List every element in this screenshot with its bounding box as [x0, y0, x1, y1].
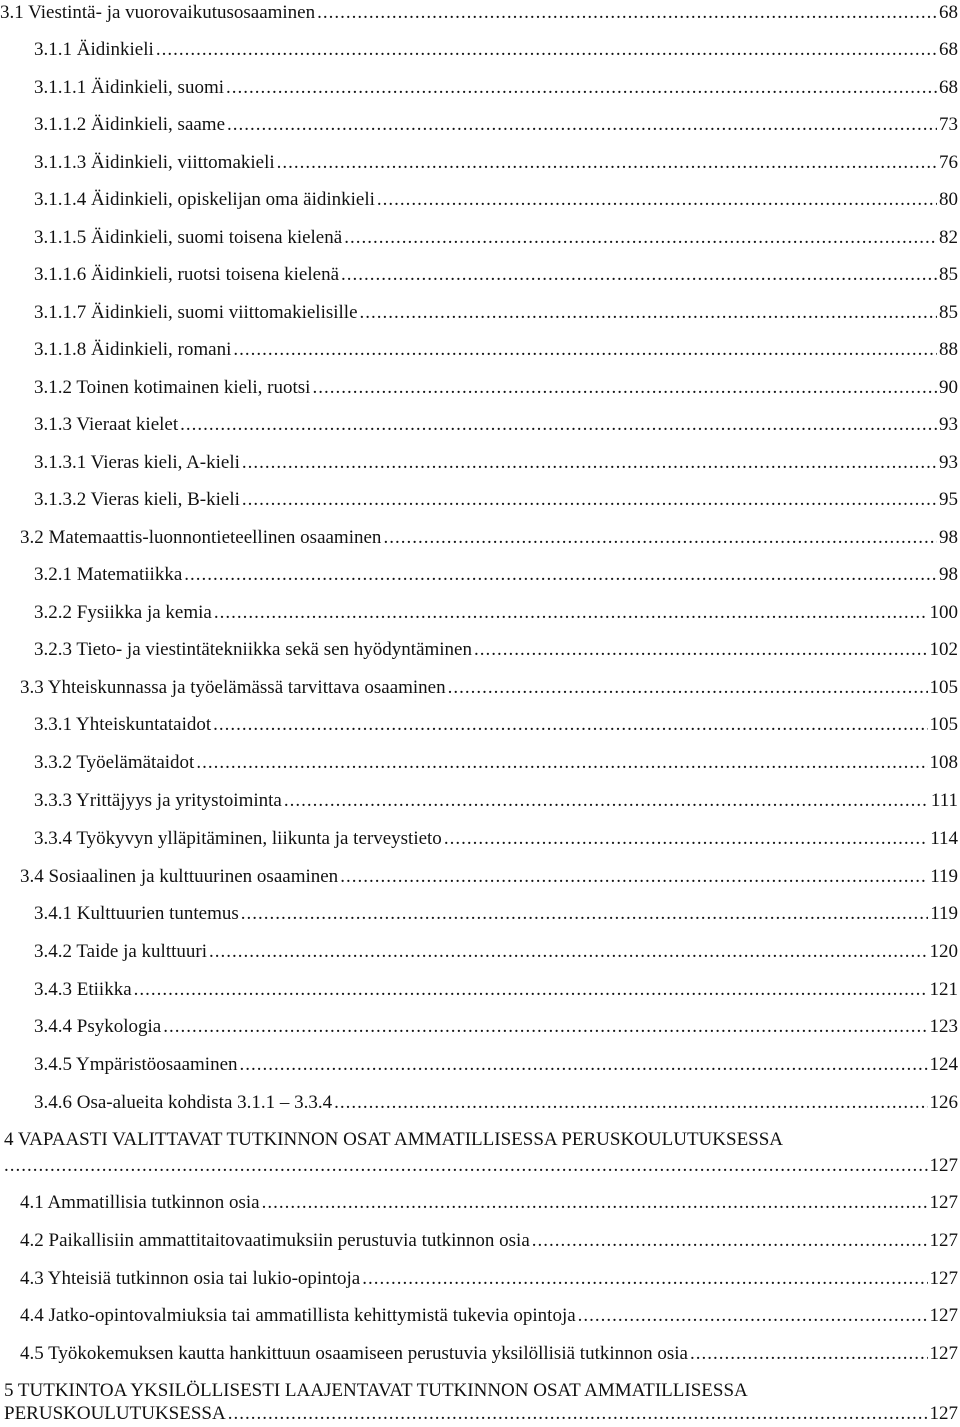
toc-entry-page: 121 [929, 979, 958, 1000]
toc-leader [383, 525, 937, 551]
toc-entry-page: 90 [939, 377, 958, 398]
toc-leader [163, 1014, 927, 1040]
toc-entry[interactable] [34, 562, 960, 588]
toc-entry[interactable] [34, 187, 960, 213]
toc-entry-title: 4.2 Paikallisiin ammattitaitovaatimuksiin perustuvia tutkinnon osia [20, 1230, 530, 1251]
toc-leader [341, 262, 937, 288]
toc-leader [196, 750, 927, 776]
toc-leader [340, 864, 928, 890]
toc-leader [228, 1401, 928, 1427]
toc-entry-title: 3.2.2 Fysiikka ja kemia [34, 602, 212, 623]
toc-entry[interactable] [20, 1190, 960, 1216]
toc-entry-page: 127 [929, 1268, 958, 1289]
toc-entry[interactable] [34, 750, 960, 776]
toc-entry-title: 3.1.3.2 Vieras kieli, B-kieli [34, 489, 240, 510]
toc-entry-page: 123 [929, 1016, 958, 1037]
toc-entry[interactable] [34, 37, 960, 63]
toc-entry-title: 3.1.1.3 Äidinkieli, viittomakieli [34, 152, 275, 173]
toc-entry-page: 73 [939, 114, 958, 135]
toc-entry[interactable] [34, 412, 960, 438]
toc-entry[interactable] [34, 788, 960, 814]
toc-leader [344, 225, 937, 251]
toc-leader [474, 637, 928, 663]
toc-entry-page: 127 [929, 1155, 958, 1176]
toc-entry-page: 100 [929, 602, 958, 623]
toc-leader [226, 75, 937, 101]
toc-entry-page: 76 [939, 152, 958, 173]
toc-entry[interactable] [34, 450, 960, 476]
toc-entry-title: 3.4.2 Taide ja kulttuuri [34, 941, 207, 962]
toc-entry-title: 3.4.6 Osa-alueita kohdista 3.1.1 – 3.3.4 [34, 1092, 333, 1113]
toc-entry-title: 3.1.2 Toinen kotimainen kieli, ruotsi [34, 377, 311, 398]
toc-entry-page: 124 [929, 1054, 958, 1075]
toc-entry-page: 68 [939, 77, 958, 98]
toc-entry[interactable] [0, 0, 960, 26]
toc-leader [448, 675, 928, 701]
toc-entry[interactable] [34, 826, 960, 852]
toc-entry-page: 114 [930, 828, 958, 849]
toc-entry[interactable] [34, 337, 960, 363]
toc-entry[interactable] [34, 977, 960, 1003]
toc-leader [184, 562, 937, 588]
toc-leader [360, 300, 937, 326]
toc-entry-page: 119 [930, 903, 958, 924]
toc-entry[interactable] [34, 487, 960, 513]
toc-entry[interactable] [20, 1266, 960, 1292]
toc-entry-title: 4.5 Työkokemuksen kautta hankittuun osaamiseen perustuvia yksilöllisiä tutkinnon osia [20, 1343, 688, 1364]
toc-entry-title: 3.4.4 Psykologia [34, 1016, 162, 1037]
toc-entry-title: 3.1.1.5 Äidinkieli, suomi toisena kielenä [34, 227, 343, 248]
toc-entry-page: 95 [939, 489, 958, 510]
toc-entry[interactable] [34, 600, 960, 626]
toc-leader [214, 600, 928, 626]
toc-entry-page: 127 [929, 1403, 958, 1424]
toc-entry-title: 3.1.1.2 Äidinkieli, saame [34, 114, 226, 135]
toc-entry-page: 68 [939, 2, 958, 23]
toc-entry-title: PERUSKOULUTUKSESSA [4, 1403, 226, 1424]
toc-entry-page: 127 [929, 1343, 958, 1364]
toc-entry-page: 108 [929, 752, 958, 773]
toc-entry-title: 3.3.1 Yhteiskuntataidot [34, 714, 212, 735]
toc-leader [242, 450, 937, 476]
toc-entry-page: 127 [929, 1192, 958, 1213]
toc-entry-page: 102 [929, 639, 958, 660]
toc-entry-title: 3.4.3 Etiikka [34, 979, 132, 1000]
toc-entry-title: 3.1.1.4 Äidinkieli, opiskelijan oma äidinkieli [34, 189, 375, 210]
toc-entry[interactable] [20, 1228, 960, 1254]
toc-entry-title: 3.1.1.1 Äidinkieli, suomi [34, 77, 224, 98]
toc-entry[interactable] [4, 1153, 960, 1179]
toc-entry[interactable] [34, 300, 960, 326]
toc-entry-page: 68 [939, 39, 958, 60]
toc-entry[interactable] [34, 637, 960, 663]
toc-entry-page: 111 [930, 790, 958, 811]
toc-entry-title: 3.1.3 Vieraat kielet [34, 414, 179, 435]
toc-entry-title: 3.4.1 Kulttuurien tuntemus [34, 903, 239, 924]
toc-entry-page: 127 [929, 1230, 958, 1251]
toc-entry-title: 4.1 Ammatillisia tutkinnon osia [20, 1192, 260, 1213]
toc-leader [233, 337, 937, 363]
toc-leader [277, 150, 937, 176]
toc-entry[interactable] [34, 262, 960, 288]
toc-leader [532, 1228, 928, 1254]
toc-entry[interactable] [20, 1303, 960, 1329]
toc-entry-page: 105 [929, 714, 958, 735]
toc-entry-title: 3.2 Matemaattis-luonnontieteellinen osaaminen [20, 527, 382, 548]
toc-entry[interactable] [34, 1090, 960, 1116]
toc-leader [156, 37, 937, 63]
toc-entry-page: 93 [939, 452, 958, 473]
toc-entry-page: 127 [929, 1305, 958, 1326]
toc-chapter-title[interactable]: 4 VAPAASTI VALITTAVAT TUTKINNON OSAT AMMATILLISESSA PERUSKOULUTUKSESSA [4, 1129, 784, 1150]
toc-entry-page: 85 [939, 302, 958, 323]
toc-entry-title: 3.1.1.8 Äidinkieli, romani [34, 339, 232, 360]
toc-leader [362, 1266, 927, 1292]
toc-entry-title: 3.2.3 Tieto- ja viestintätekniikka sekä sen hyödyntäminen [34, 639, 472, 660]
toc-entry[interactable] [4, 1401, 960, 1427]
toc-leader [213, 712, 927, 738]
toc-entry-title: 3.1.1.6 Äidinkieli, ruotsi toisena kielenä [34, 264, 340, 285]
toc-entry[interactable] [34, 150, 960, 176]
toc-chapter-title[interactable]: 5 TUTKINTOA YKSILÖLLISESTI LAAJENTAVAT TUTKINNON OSAT AMMATILLISESSA [4, 1380, 748, 1401]
toc-leader [242, 487, 937, 513]
toc-leader [578, 1303, 928, 1329]
toc-entry[interactable] [20, 864, 960, 890]
toc-leader [227, 112, 937, 138]
toc-entry[interactable] [34, 75, 960, 101]
toc-leader [317, 0, 937, 26]
toc-entry-title: 3.3.4 Työkyvyn ylläpitäminen, liikunta ja terveystieto [34, 828, 442, 849]
toc-leader [4, 1153, 928, 1179]
toc-entry-title: 3.1.1.7 Äidinkieli, suomi viittomakielisille [34, 302, 358, 323]
toc-entry-page: 98 [939, 527, 958, 548]
toc-leader [180, 412, 937, 438]
toc-entry-title: 4.3 Yhteisiä tutkinnon osia tai lukio-opintoja [20, 1268, 361, 1289]
toc-entry-page: 105 [929, 677, 958, 698]
toc-leader [240, 1052, 928, 1078]
toc-leader [334, 1090, 927, 1116]
toc-entry[interactable] [34, 901, 960, 927]
toc-entry[interactable] [34, 112, 960, 138]
toc-leader [444, 826, 928, 852]
toc-leader [241, 901, 928, 927]
toc-entry-page: 93 [939, 414, 958, 435]
toc-entry-page: 85 [939, 264, 958, 285]
toc-entry-title: 3.2.1 Matematiikka [34, 564, 183, 585]
toc-leader [134, 977, 928, 1003]
toc-leader [209, 939, 928, 965]
toc-entry-title: 3.3 Yhteiskunnassa ja työelämässä tarvittava osaaminen [20, 677, 446, 698]
toc-entry-title: 3.4.5 Ympäristöosaaminen [34, 1054, 238, 1075]
toc-entry[interactable] [20, 525, 960, 551]
toc-entry[interactable] [34, 712, 960, 738]
toc-leader [690, 1341, 928, 1367]
toc-entry-page: 119 [930, 866, 958, 887]
toc-entry-title: 3.1 Viestintä- ja vuorovaikutusosaaminen [0, 2, 316, 23]
toc-entry[interactable] [34, 939, 960, 965]
toc-leader [284, 788, 929, 814]
toc-entry-title: 3.1.3.1 Vieras kieli, A-kieli [34, 452, 240, 473]
toc-entry-page: 98 [939, 564, 958, 585]
toc-entry-page: 88 [939, 339, 958, 360]
toc-entry[interactable] [20, 1341, 960, 1367]
toc-entry[interactable] [34, 1052, 960, 1078]
toc-entry-page: 82 [939, 227, 958, 248]
toc-entry-title: 4.4 Jatko-opintovalmiuksia tai ammatillista kehittymistä tukevia opintoja [20, 1305, 576, 1326]
toc-entry[interactable] [34, 375, 960, 401]
toc-entry-title: 3.4 Sosiaalinen ja kulttuurinen osaaminen [20, 866, 339, 887]
toc-entry-page: 126 [929, 1092, 958, 1113]
toc-entry[interactable] [20, 675, 960, 701]
toc-entry-page: 120 [929, 941, 958, 962]
toc-entry[interactable] [34, 225, 960, 251]
toc-entry-title: 3.3.3 Yrittäjyys ja yritystoiminta [34, 790, 282, 811]
toc-leader [377, 187, 937, 213]
toc-leader [312, 375, 937, 401]
toc-entry-title: 3.3.2 Työelämätaidot [34, 752, 195, 773]
toc-entry-title: 3.1.1 Äidinkieli [34, 39, 154, 60]
toc-entry[interactable] [34, 1014, 960, 1040]
toc-leader [262, 1190, 928, 1216]
toc-entry-page: 80 [939, 189, 958, 210]
